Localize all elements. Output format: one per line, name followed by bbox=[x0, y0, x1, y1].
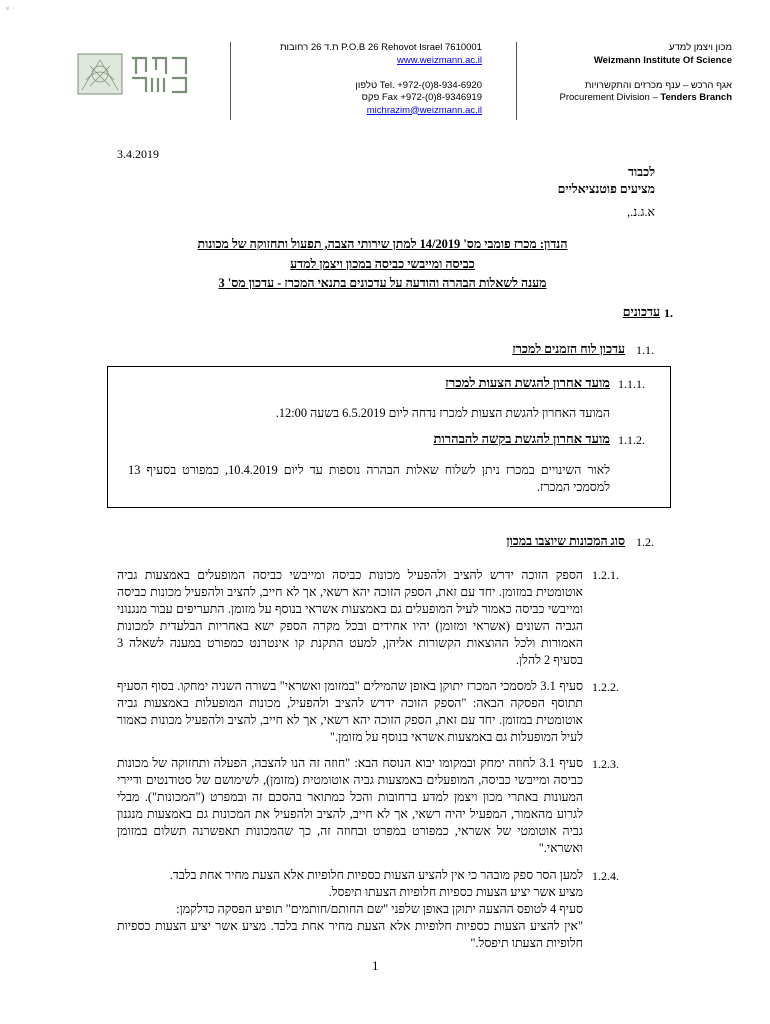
section-number: 1.2.4. bbox=[592, 869, 619, 883]
corner-mark: ≡ · bbox=[6, 6, 16, 12]
org-name-he: מכון ויצמן למדע bbox=[669, 42, 732, 53]
addressee: לכבוד bbox=[628, 165, 655, 179]
letter-date: 3.4.2019 bbox=[117, 147, 159, 161]
paragraph: סעיף 4 לטופס ההצעה יתוקן באופן שלפני "שם החותם/חותמים" תופיע הפסקה כדלקמן: bbox=[176, 902, 583, 916]
section-title: סוג המכונות שיוצבו במכון bbox=[506, 534, 625, 548]
division-he: אגף הרכש – ענף מכרזים והתקשרויות bbox=[584, 79, 732, 91]
org-block bbox=[520, 42, 732, 105]
divider-left bbox=[230, 42, 231, 120]
page-number: 1 bbox=[372, 958, 379, 973]
section-title: עדכונים bbox=[622, 305, 660, 319]
phone-line: Tel. +972-(0)8-934-6920 טלפון bbox=[355, 79, 482, 91]
section-number: 1.2. bbox=[636, 535, 654, 549]
contact-block bbox=[238, 42, 482, 117]
org-name-en: Weizmann Institute Of Science bbox=[593, 54, 732, 66]
weizmann-logo bbox=[76, 50, 196, 98]
section-title: מועד אחרון להגשת הצעות למכרז bbox=[445, 375, 610, 390]
greeting: א.ג.נ., bbox=[627, 205, 655, 219]
paragraph: סעיף 3.1 למסמכי המכרז יתוקן באופן שהמילים "במזומן ואשראי" בשורה השניה ימחקו. בסוף הסעיף תתוסף הפסקה הבאה: "הספק הזוכה ידרש להציב ולהפעיל, מכונות המופעלות באמצעות גביה אוטומטית במזומן. יחד עם זאת, הספק הזוכה יהא רשאי, אך לא חייב, להציב ולהפעיל מכונות כאמור לעיל המופעלות גם באמצעות אשראי בנוסף על מזומן." bbox=[117, 679, 584, 744]
section-number: 1.1.1. bbox=[618, 377, 645, 391]
paragraph: מציע אשר יציע הצעות כספיות חלופיות הצעתו תיפסל. bbox=[328, 885, 583, 899]
section-number: 1.1.2. bbox=[618, 433, 645, 447]
paragraph: "אין להציע הצעות כספיות חלופיות אלא הצעת מחיר אחת בלבד. מציע אשר יציע הצעות כספיות חלופיות הצעתו תיפסל." bbox=[117, 919, 583, 950]
section-title: מועד אחרון להגשת בקשה להבהרות bbox=[433, 431, 610, 446]
divider-right bbox=[516, 42, 517, 120]
paragraph: למען הסר ספק מובהר כי אין להציע הצעות כספיות חלופיות אלא הצעת מחיר אחת בלבד. bbox=[169, 868, 583, 882]
fax-line: Fax +972-(0)8-9346919 פקס bbox=[361, 92, 482, 103]
email-link[interactable]: michrazim@weizmann.ac.il bbox=[366, 104, 482, 116]
paragraph: סעיף 3.1 לחוזה ימחק ובמקומו יבוא הנוסח הבא: "חוזה זה הנו להצבה, הפעלה ותחזוקה של מכונות כביסה ומייבשי כביסה, המופעלים באמצעות גביה אוטומטית (מזומן), לשימושם של סטודנטים ודיירי המעונות באתרי מכון ויצמן למדע ברחובות והכל כמתואר בהסכם זה ובמפרט ("המכונות"). מבלי לגרוע מהאמור, המפעיל יהיה רשאי, אך לא חייב, להציב ולהפעיל את המכונות גם באמצעות מנגנון גביה אוטומטי של אשראי, כמפורט במפרט ובחוזה זה, כך שהמכונות תאפשרנה תשלום במזומן ואשראי." bbox=[117, 756, 583, 855]
subject-line-3: מענה לשאלות הבהרה והודעה על עדכונים בתנאי המכרז - עדכון מס' 3 bbox=[218, 276, 547, 290]
address-line: P.O.B 26 Rehovot Israel 7610001 ת.ד 26 רחובות bbox=[279, 42, 482, 53]
paragraph: הספק הזוכה ידרש להציב ולהפעיל מכונות כביסה ומייבשי כביסה המופעלים באמצעות גביה אוטומטית במזומן. יחד עם זאת, הספק הזוכה יהא רשאי, אך לא חייב, להציב ולהפעיל מכונות כביסה ומייבשי כביסה כאמור לעיל המופעלים גם באמצעות אשראי בנוסף על מזומן. התעריפים עבור מנגנוני הגביה השונים (אשראי ומזומן) יהיו אחידים ובכל מקרה הספק ישא באחריות הבלעדית למכונות האמורות ולכל ההוצאות הקשורות אליהן, למעט התקנת קו אינטרנט כמפורט במענה לשאלה 3 בסעיף 2 להלן. bbox=[117, 568, 583, 667]
division-en: Procurement Division – Tenders Branch bbox=[559, 92, 732, 103]
subject-line-2: כביסה ומייבשי כביסה במכון ויצמן למדע bbox=[290, 257, 475, 271]
paragraph: המועד האחרון להגשת הצעות למכרז נדחה ליום 6.5.2019 בשעה 12:00. bbox=[275, 406, 610, 420]
subject-line-1: הנדון: מכרז פומבי מס' 14/2019 למתן שירותי הצבה, תפעול ותחזוקה של מכונות bbox=[197, 237, 568, 251]
website-link[interactable]: www.weizmann.ac.il bbox=[397, 54, 482, 66]
recipients: מציעים פוטנציאליים bbox=[557, 182, 655, 196]
section-number: 1.2.3. bbox=[592, 757, 619, 771]
section-number: 1. bbox=[664, 306, 673, 320]
section-title: עדכון לוח הזמנים למכרז bbox=[512, 342, 625, 356]
section-number: 1.1. bbox=[636, 343, 654, 357]
section-number: 1.2.1. bbox=[592, 568, 619, 582]
section-number: 1.2.2. bbox=[592, 680, 619, 694]
paragraph: לאור השינויים במכרז ניתן לשלוח שאלות הבהרה נוספות עד ליום 10.4.2019, כמפורט בסעיף 13 למסמכי המכרז. bbox=[128, 463, 610, 494]
